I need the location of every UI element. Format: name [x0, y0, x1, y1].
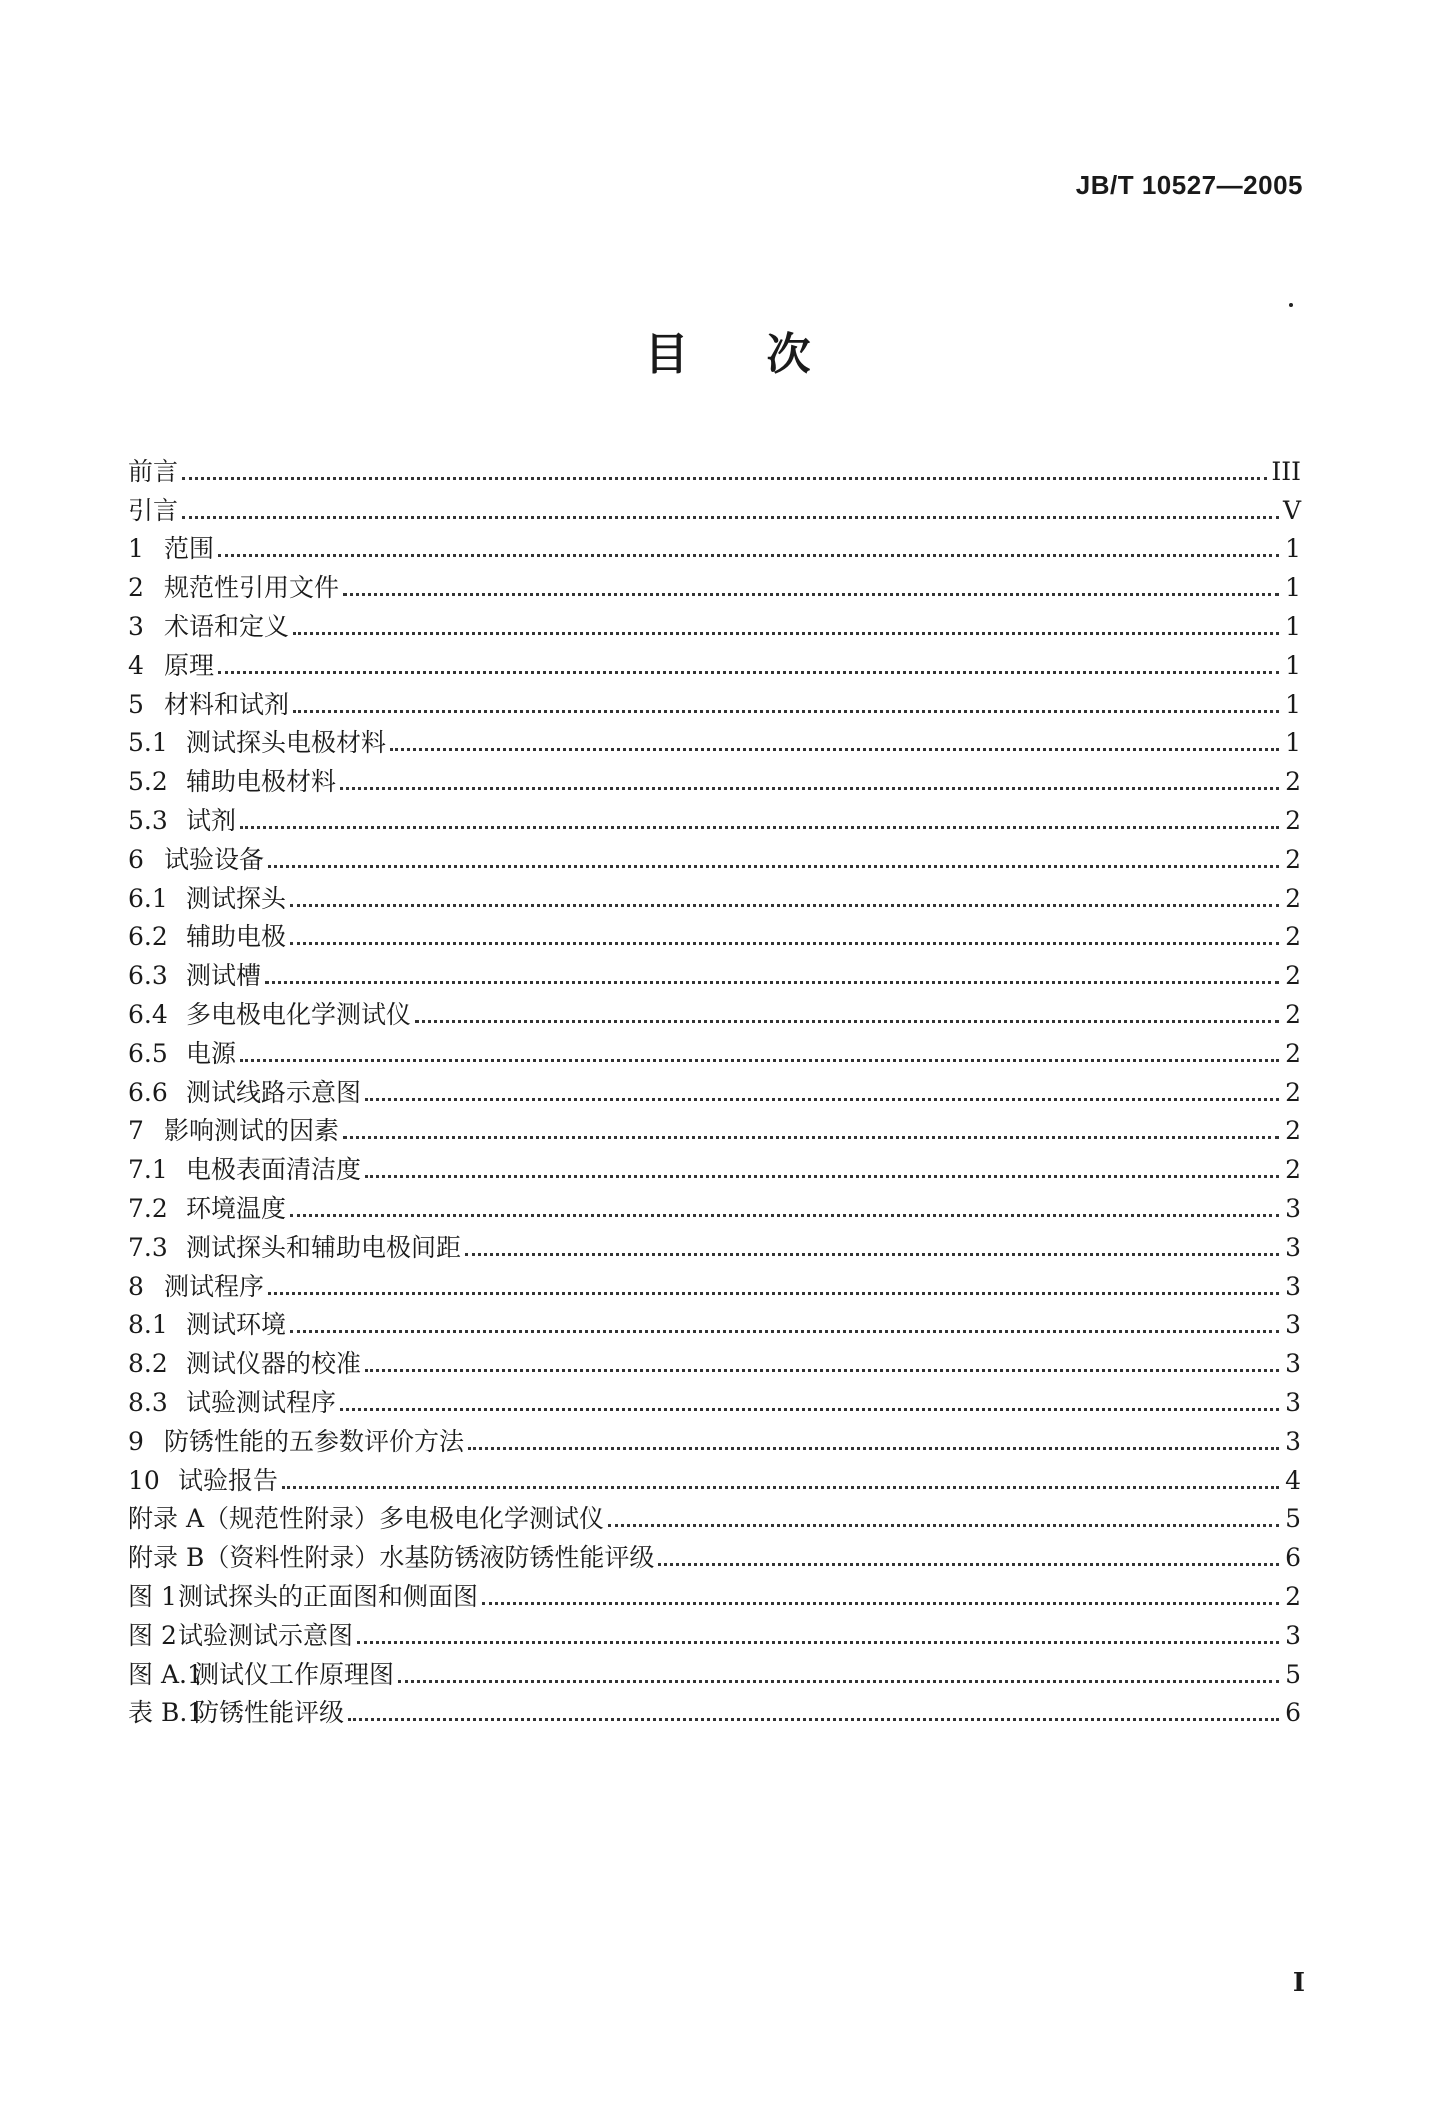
toc-entry-page: 1 [1285, 689, 1301, 719]
toc-entry[interactable] [128, 1690, 1301, 1729]
toc-entry-title: 范围 [164, 534, 215, 564]
toc-dot-leader [240, 826, 1279, 829]
toc-entry-title: 测试仪器的校准 [186, 1349, 362, 1379]
toc-entry[interactable] [128, 914, 1301, 953]
toc-entry-page: 3 [1285, 1620, 1301, 1650]
toc-entry-page: 3 [1285, 1232, 1301, 1262]
toc-entry-number: 8.1 [128, 1310, 168, 1340]
toc-dot-leader [282, 1486, 1279, 1489]
toc-entry-page: V [1282, 495, 1301, 525]
toc-entry[interactable] [128, 1185, 1301, 1224]
toc-dot-leader [357, 1641, 1279, 1644]
toc-entry-number: 图 1 [128, 1581, 177, 1611]
toc-entry-page: 3 [1285, 1310, 1301, 1340]
toc-entry-page: 3 [1285, 1387, 1301, 1417]
toc-dot-leader [365, 1175, 1279, 1178]
toc-dot-leader [293, 632, 1279, 635]
toc-dot-leader [340, 787, 1279, 790]
toc-dot-leader [240, 1059, 1279, 1062]
toc-entry-page: 6 [1285, 1698, 1301, 1728]
toc-entry[interactable] [128, 564, 1301, 603]
toc-entry-number: 7.3 [128, 1232, 168, 1262]
toc-dot-leader [465, 1253, 1279, 1256]
toc-entry[interactable] [128, 526, 1301, 565]
toc-entry-title: 电源 [186, 1038, 237, 1068]
toc-entry-title: 术语和定义 [164, 611, 290, 641]
toc-entry-page: 2 [1285, 1116, 1301, 1146]
toc-dot-leader [390, 748, 1279, 751]
toc-entry-title: 测试环境 [186, 1310, 287, 1340]
page-title [0, 318, 1455, 382]
toc-entry-page: 2 [1285, 805, 1301, 835]
toc-entry-number: 10 [128, 1465, 160, 1495]
toc-entry-page: 2 [1285, 1155, 1301, 1185]
toc-entry-title: 电极表面清洁度 [186, 1155, 362, 1185]
toc-entry[interactable] [128, 836, 1301, 875]
toc-entry-page: 2 [1285, 767, 1301, 797]
toc-entry-number: 7 [128, 1116, 144, 1146]
toc-dot-leader [265, 981, 1279, 984]
toc-entry[interactable] [128, 642, 1301, 681]
toc-entry-number: 5.2 [128, 767, 168, 797]
toc-entry-page: 2 [1285, 844, 1301, 874]
toc-entry[interactable] [128, 1534, 1301, 1573]
toc-dot-leader [182, 477, 1267, 480]
toc-dot-leader [468, 1447, 1279, 1450]
toc-entry-page: 3 [1285, 1426, 1301, 1456]
toc-entry-number: 6.2 [128, 922, 168, 952]
toc-entry-page: 1 [1285, 650, 1301, 680]
toc-entry[interactable] [128, 1418, 1301, 1457]
scan-speck [1289, 303, 1293, 307]
toc-dot-leader [290, 1214, 1279, 1217]
toc-entry-page: 2 [1285, 922, 1301, 952]
toc-entry-page: 2 [1285, 1038, 1301, 1068]
toc-entry-number: 6.3 [128, 961, 168, 991]
toc-entry-title: 影响测试的因素 [164, 1116, 340, 1146]
toc-entry[interactable] [128, 1030, 1301, 1069]
toc-entry-page: 1 [1285, 728, 1301, 758]
toc-entry[interactable] [128, 758, 1301, 797]
toc-entry-title: 试剂 [186, 805, 237, 835]
toc-entry-number: 5.1 [128, 728, 168, 758]
toc-entry-number: 8.3 [128, 1387, 168, 1417]
toc-entry-title: 试验设备 [164, 844, 265, 874]
toc-entry-number: 图 A.1 [128, 1659, 203, 1689]
toc-entry-title: 多电极电化学测试仪 [186, 999, 412, 1029]
page-number: I [1292, 1968, 1305, 1998]
toc-entry-number: 6.6 [128, 1077, 168, 1107]
toc-entry-page: 3 [1285, 1193, 1301, 1223]
toc-entry-title: 规范性引用文件 [164, 573, 340, 603]
toc-entry-number: 6 [128, 844, 144, 874]
toc-entry-title: 测试槽 [186, 961, 262, 991]
toc-entry-page: 1 [1285, 534, 1301, 564]
toc-dot-leader [293, 710, 1279, 713]
toc-entry-number: 8.2 [128, 1349, 168, 1379]
toc-entry-page: 6 [1285, 1543, 1301, 1573]
toc-entry-title: 附录 A（规范性附录）多电极电化学测试仪 [128, 1504, 605, 1534]
toc-entry[interactable] [128, 448, 1301, 487]
toc-entry[interactable] [128, 1263, 1301, 1302]
toc-entry-title: 测试线路示意图 [186, 1077, 362, 1107]
toc-dot-leader [398, 1680, 1279, 1683]
toc-entry[interactable] [128, 1496, 1301, 1535]
toc-dot-leader [658, 1563, 1279, 1566]
toc-entry-title: 测试探头 [186, 883, 287, 913]
toc-entry-number: 2 [128, 573, 144, 603]
toc-entry-title: 原理 [164, 650, 215, 680]
title-char-2: 次 [766, 329, 811, 380]
toc-dot-leader [343, 593, 1279, 596]
toc-dot-leader [290, 1330, 1279, 1333]
toc-dot-leader [218, 554, 1279, 557]
toc-entry-title: 前言 [128, 456, 179, 486]
toc-entry-page: 5 [1285, 1659, 1301, 1689]
toc-dot-leader [365, 1098, 1279, 1101]
toc-entry[interactable] [128, 952, 1301, 991]
toc-entry[interactable] [128, 1302, 1301, 1341]
toc-dot-leader [182, 516, 1279, 519]
toc-entry-title: 测试探头的正面图和侧面图 [178, 1581, 479, 1611]
toc-entry-number: 6.1 [128, 883, 168, 913]
toc-entry-title: 辅助电极材料 [186, 767, 337, 797]
toc-entry-number: 图 2 [128, 1620, 177, 1650]
toc-entry-title: 测试探头电极材料 [186, 728, 387, 758]
toc-entry-number: 7.2 [128, 1193, 168, 1223]
toc-entry-number: 1 [128, 534, 144, 564]
toc-dot-leader [268, 865, 1279, 868]
toc-entry-number: 7.1 [128, 1155, 168, 1185]
toc-entry-page: 5 [1285, 1504, 1301, 1534]
toc-entry-number: 8 [128, 1271, 144, 1301]
toc-dot-leader [343, 1136, 1279, 1139]
toc-entry[interactable] [128, 1612, 1301, 1651]
toc-entry-number: 9 [128, 1426, 144, 1456]
toc-dot-leader [340, 1408, 1279, 1411]
toc-entry-title: 试验测试程序 [186, 1387, 337, 1417]
toc-entry[interactable] [128, 1069, 1301, 1108]
standard-code: JB/T 10527—2005 [1075, 170, 1303, 200]
toc-entry-number: 3 [128, 611, 144, 641]
toc-dot-leader [268, 1292, 1279, 1295]
toc-entry[interactable] [128, 681, 1301, 720]
toc-entry[interactable] [128, 1340, 1301, 1379]
toc-entry-title: 试验测试示意图 [178, 1620, 354, 1650]
toc-entry-page: 2 [1285, 1581, 1301, 1611]
toc-dot-leader [482, 1602, 1279, 1605]
toc-entry-title: 材料和试剂 [164, 689, 290, 719]
toc-entry-number: 4 [128, 650, 144, 680]
toc-entry-page: 4 [1285, 1465, 1301, 1495]
toc-entry-page: 3 [1285, 1349, 1301, 1379]
toc-entry[interactable] [128, 1573, 1301, 1612]
title-char-1: 目 [644, 329, 689, 380]
toc-entry-title: 测试仪工作原理图 [194, 1659, 395, 1689]
toc-entry-page: 3 [1285, 1271, 1301, 1301]
toc-entry[interactable] [128, 603, 1301, 642]
toc-entry-page: III [1271, 456, 1301, 486]
toc-entry-page: 1 [1285, 573, 1301, 603]
toc-entry-page: 2 [1285, 1077, 1301, 1107]
toc-entry-page: 2 [1285, 999, 1301, 1029]
toc-entry-number: 5.3 [128, 805, 168, 835]
toc-entry-number: 5 [128, 689, 144, 719]
toc-entry[interactable] [128, 1108, 1301, 1147]
toc-entry-page: 1 [1285, 611, 1301, 641]
toc-entry[interactable] [128, 720, 1301, 759]
toc-dot-leader [608, 1524, 1279, 1527]
toc-entry-number: 6.4 [128, 999, 168, 1029]
toc-entry[interactable] [128, 487, 1301, 526]
toc-dot-leader [290, 904, 1279, 907]
toc-entry[interactable] [128, 797, 1301, 836]
toc-entry[interactable] [128, 1146, 1301, 1185]
toc-entry[interactable] [128, 875, 1301, 914]
toc-entry[interactable] [128, 1379, 1301, 1418]
toc-entry-title: 环境温度 [186, 1193, 287, 1223]
toc-entry[interactable] [128, 991, 1301, 1030]
toc-entry-title: 试验报告 [178, 1465, 279, 1495]
toc-dot-leader [415, 1020, 1279, 1023]
toc-entry-title: 引言 [128, 495, 179, 525]
toc-entry-title: 测试探头和辅助电极间距 [186, 1232, 462, 1262]
toc-entry-number: 6.5 [128, 1038, 168, 1068]
toc-entry[interactable] [128, 1651, 1301, 1690]
table-of-contents [128, 448, 1301, 1728]
toc-entry[interactable] [128, 1224, 1301, 1263]
toc-dot-leader [365, 1369, 1279, 1372]
toc-entry-title: 辅助电极 [186, 922, 287, 952]
toc-entry-title: 防锈性能的五参数评价方法 [164, 1426, 465, 1456]
toc-entry-page: 2 [1285, 883, 1301, 913]
toc-entry-title: 测试程序 [164, 1271, 265, 1301]
toc-entry-page: 2 [1285, 961, 1301, 991]
toc-entry-title: 附录 B（资料性附录）水基防锈液防锈性能评级 [128, 1543, 655, 1573]
toc-dot-leader [290, 942, 1279, 945]
toc-entry-title: 防锈性能评级 [194, 1698, 345, 1728]
toc-dot-leader [218, 671, 1279, 674]
toc-entry[interactable] [128, 1457, 1301, 1496]
toc-entry-number: 表 B.1 [128, 1698, 204, 1728]
toc-dot-leader [348, 1718, 1279, 1721]
